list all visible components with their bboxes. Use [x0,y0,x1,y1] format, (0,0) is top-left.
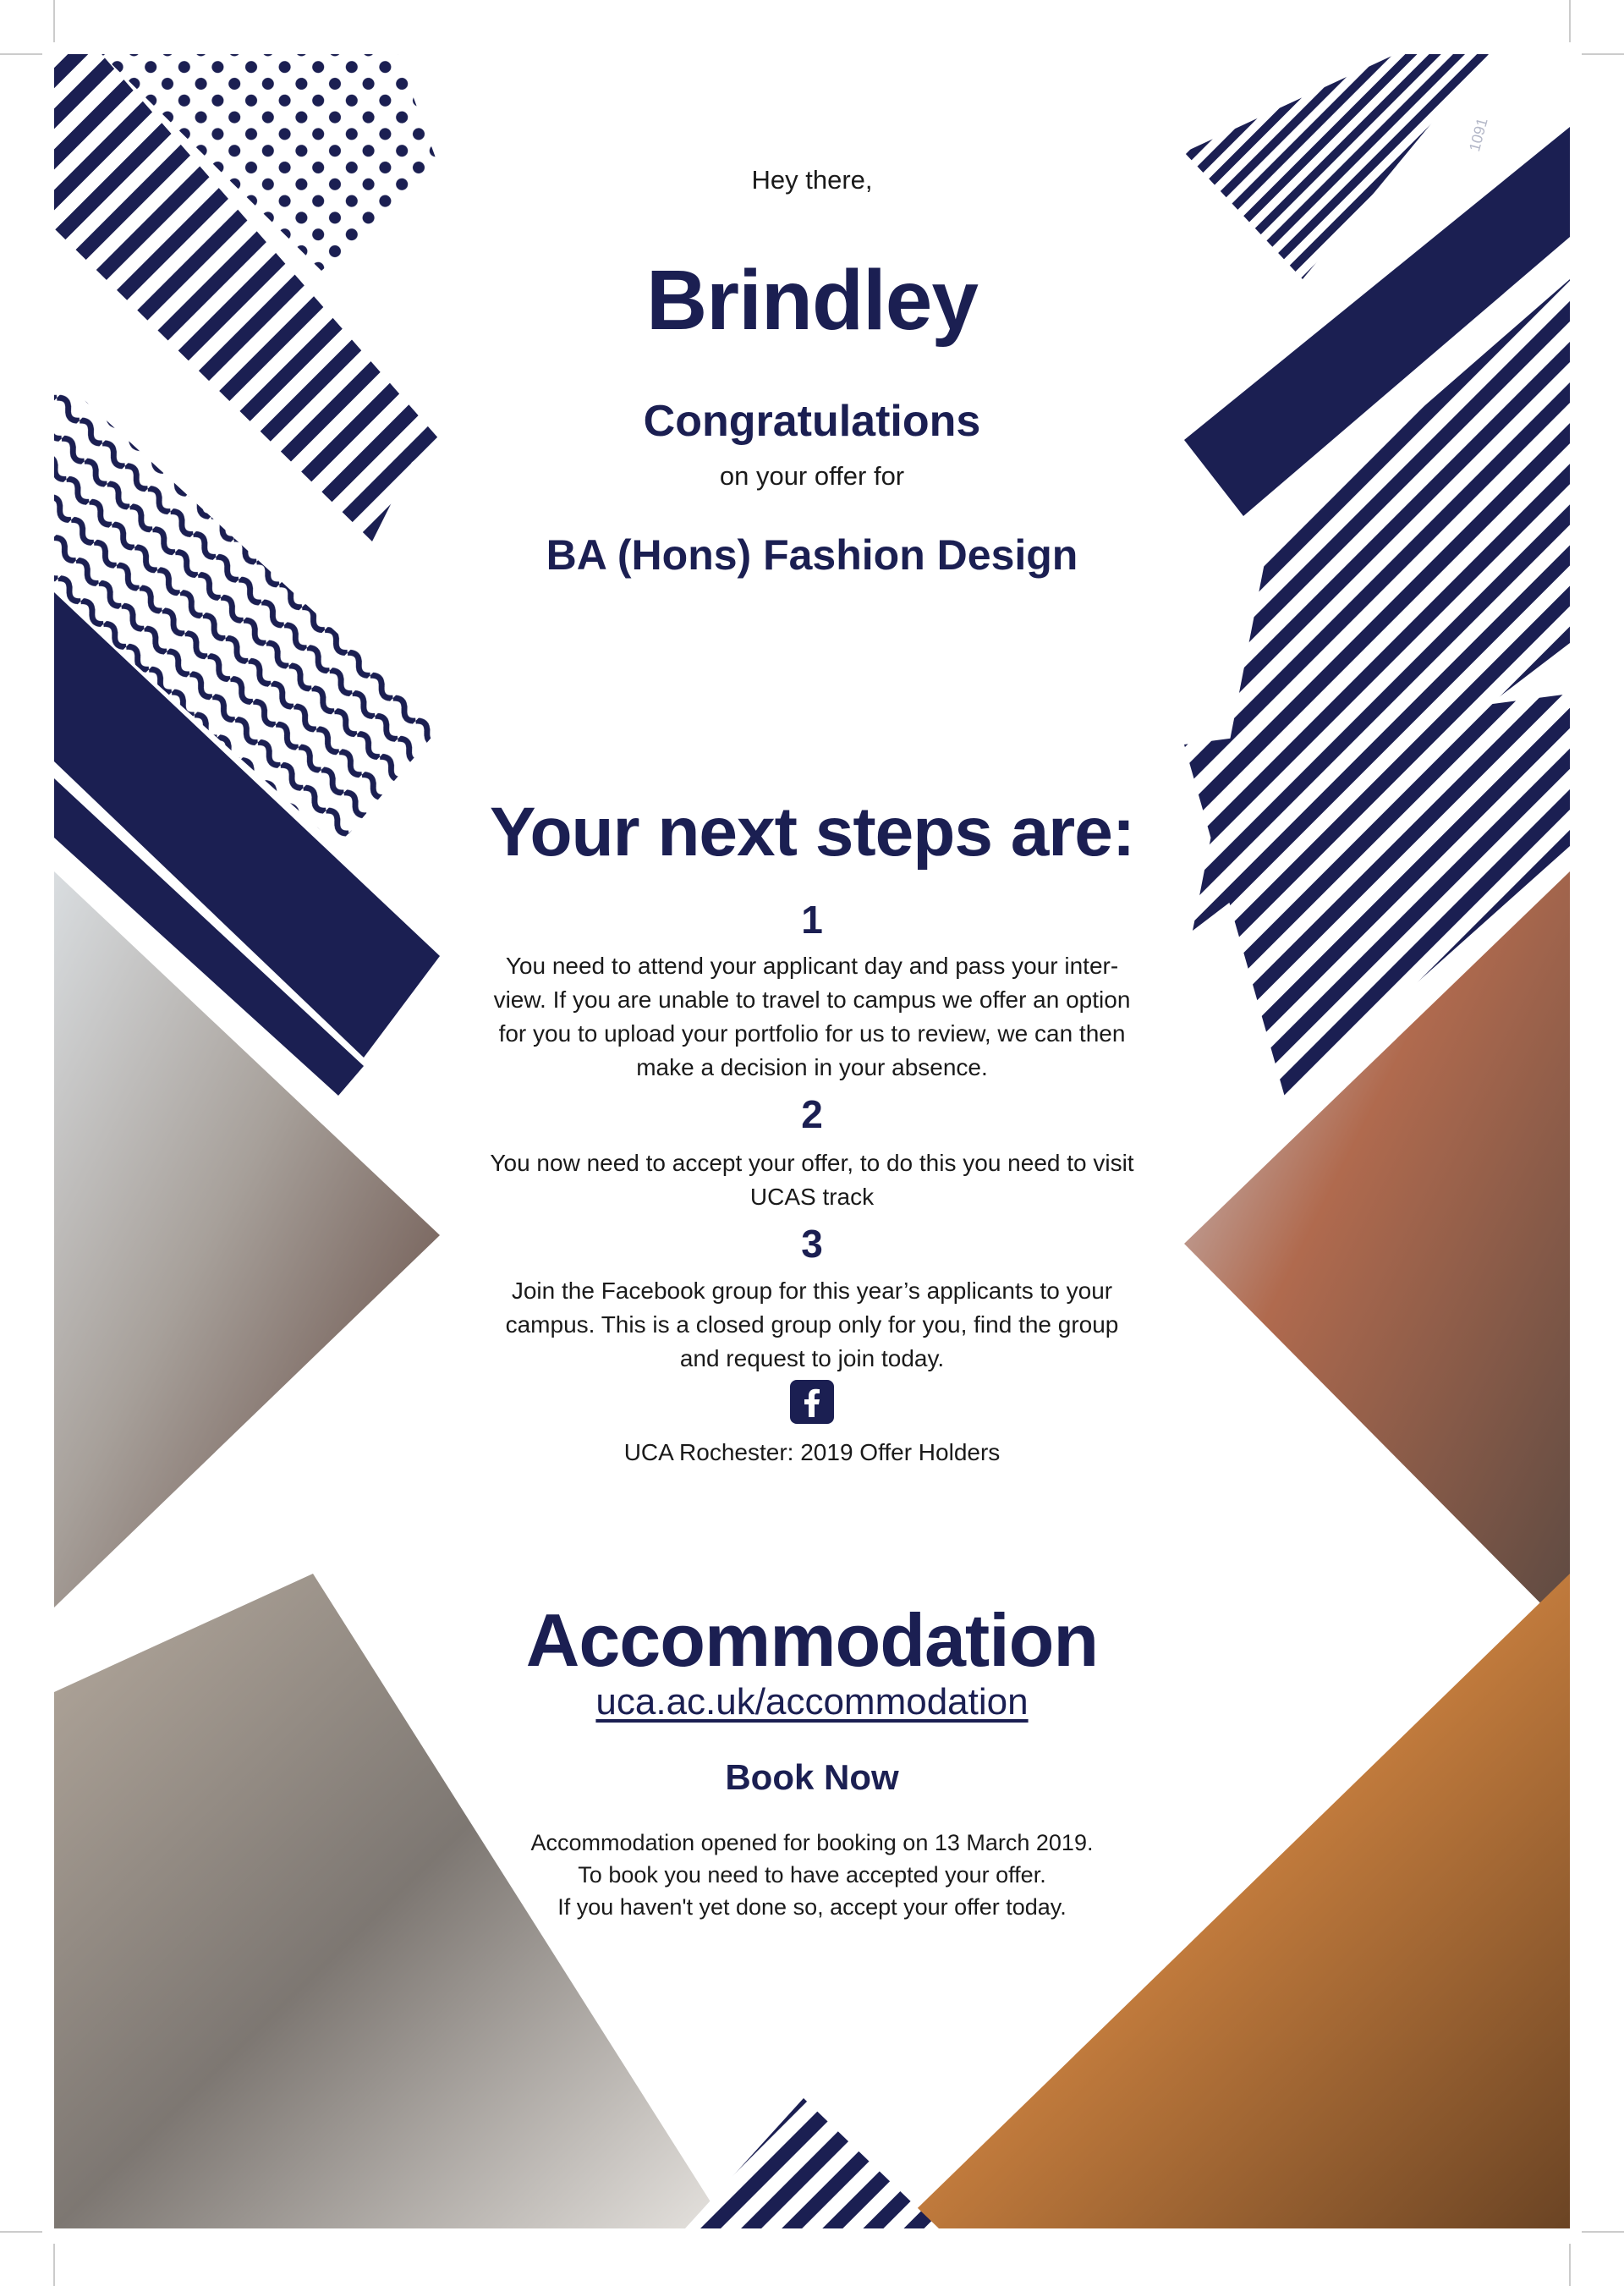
step-number-3: 3 [801,1222,823,1266]
next-steps-heading: Your next steps are: [489,794,1135,871]
step-2-line-1: You now need to accept your offer, to do this you need to visit [490,1150,1134,1176]
accommodation-link[interactable]: uca.ac.uk/accommodation [595,1681,1029,1723]
step-2-line-2: UCAS track [749,1184,875,1210]
step-1-line-1: You need to attend your applicant day and pass your inter- [505,953,1119,979]
facebook-group-name[interactable]: UCA Rochester: 2019 Offer Holders [623,1439,1001,1465]
print-code: 1091 [1466,116,1491,154]
offer-prefix: on your offer for [719,461,905,491]
step-3-line-1: Join the Facebook group for this year’s applicants to your [511,1278,1113,1304]
facebook-icon[interactable] [790,1380,834,1424]
step-3-line-2: campus. This is a closed group only for you, find the group [505,1311,1119,1338]
step-1-line-4: make a decision in your absence. [636,1054,988,1080]
accommodation-text [0,1827,1624,1923]
step-text-2 [448,1146,1176,1214]
accommodation-line-2: To book you need to have accepted your offer. [578,1862,1046,1888]
recipient-name: Brindley [645,253,979,348]
book-now-heading: Book Now [725,1757,899,1797]
step-number-2: 2 [801,1092,823,1136]
congratulations-heading: Congratulations [643,397,981,446]
step-text-1 [448,949,1176,1085]
step-number-1: 1 [801,898,823,942]
greeting: Hey there, [751,165,873,195]
course-name: BA (Hons) Fashion Design [546,531,1078,579]
step-text-3 [448,1274,1176,1376]
step-1-line-3: for you to upload your portfolio for us to review, we can then [498,1020,1126,1047]
accommodation-line-3: If you haven't yet done so, accept your offer today. [557,1894,1067,1920]
accommodation-line-1: Accommodation opened for booking on 13 March 2019. [530,1830,1094,1855]
step-3-line-3: and request to join today. [679,1345,945,1371]
step-1-line-2: view. If you are unable to travel to campus we offer an option [493,986,1131,1013]
pattern-stripes-bottom [685,2098,939,2228]
accommodation-heading: Accommodation [525,1598,1099,1682]
